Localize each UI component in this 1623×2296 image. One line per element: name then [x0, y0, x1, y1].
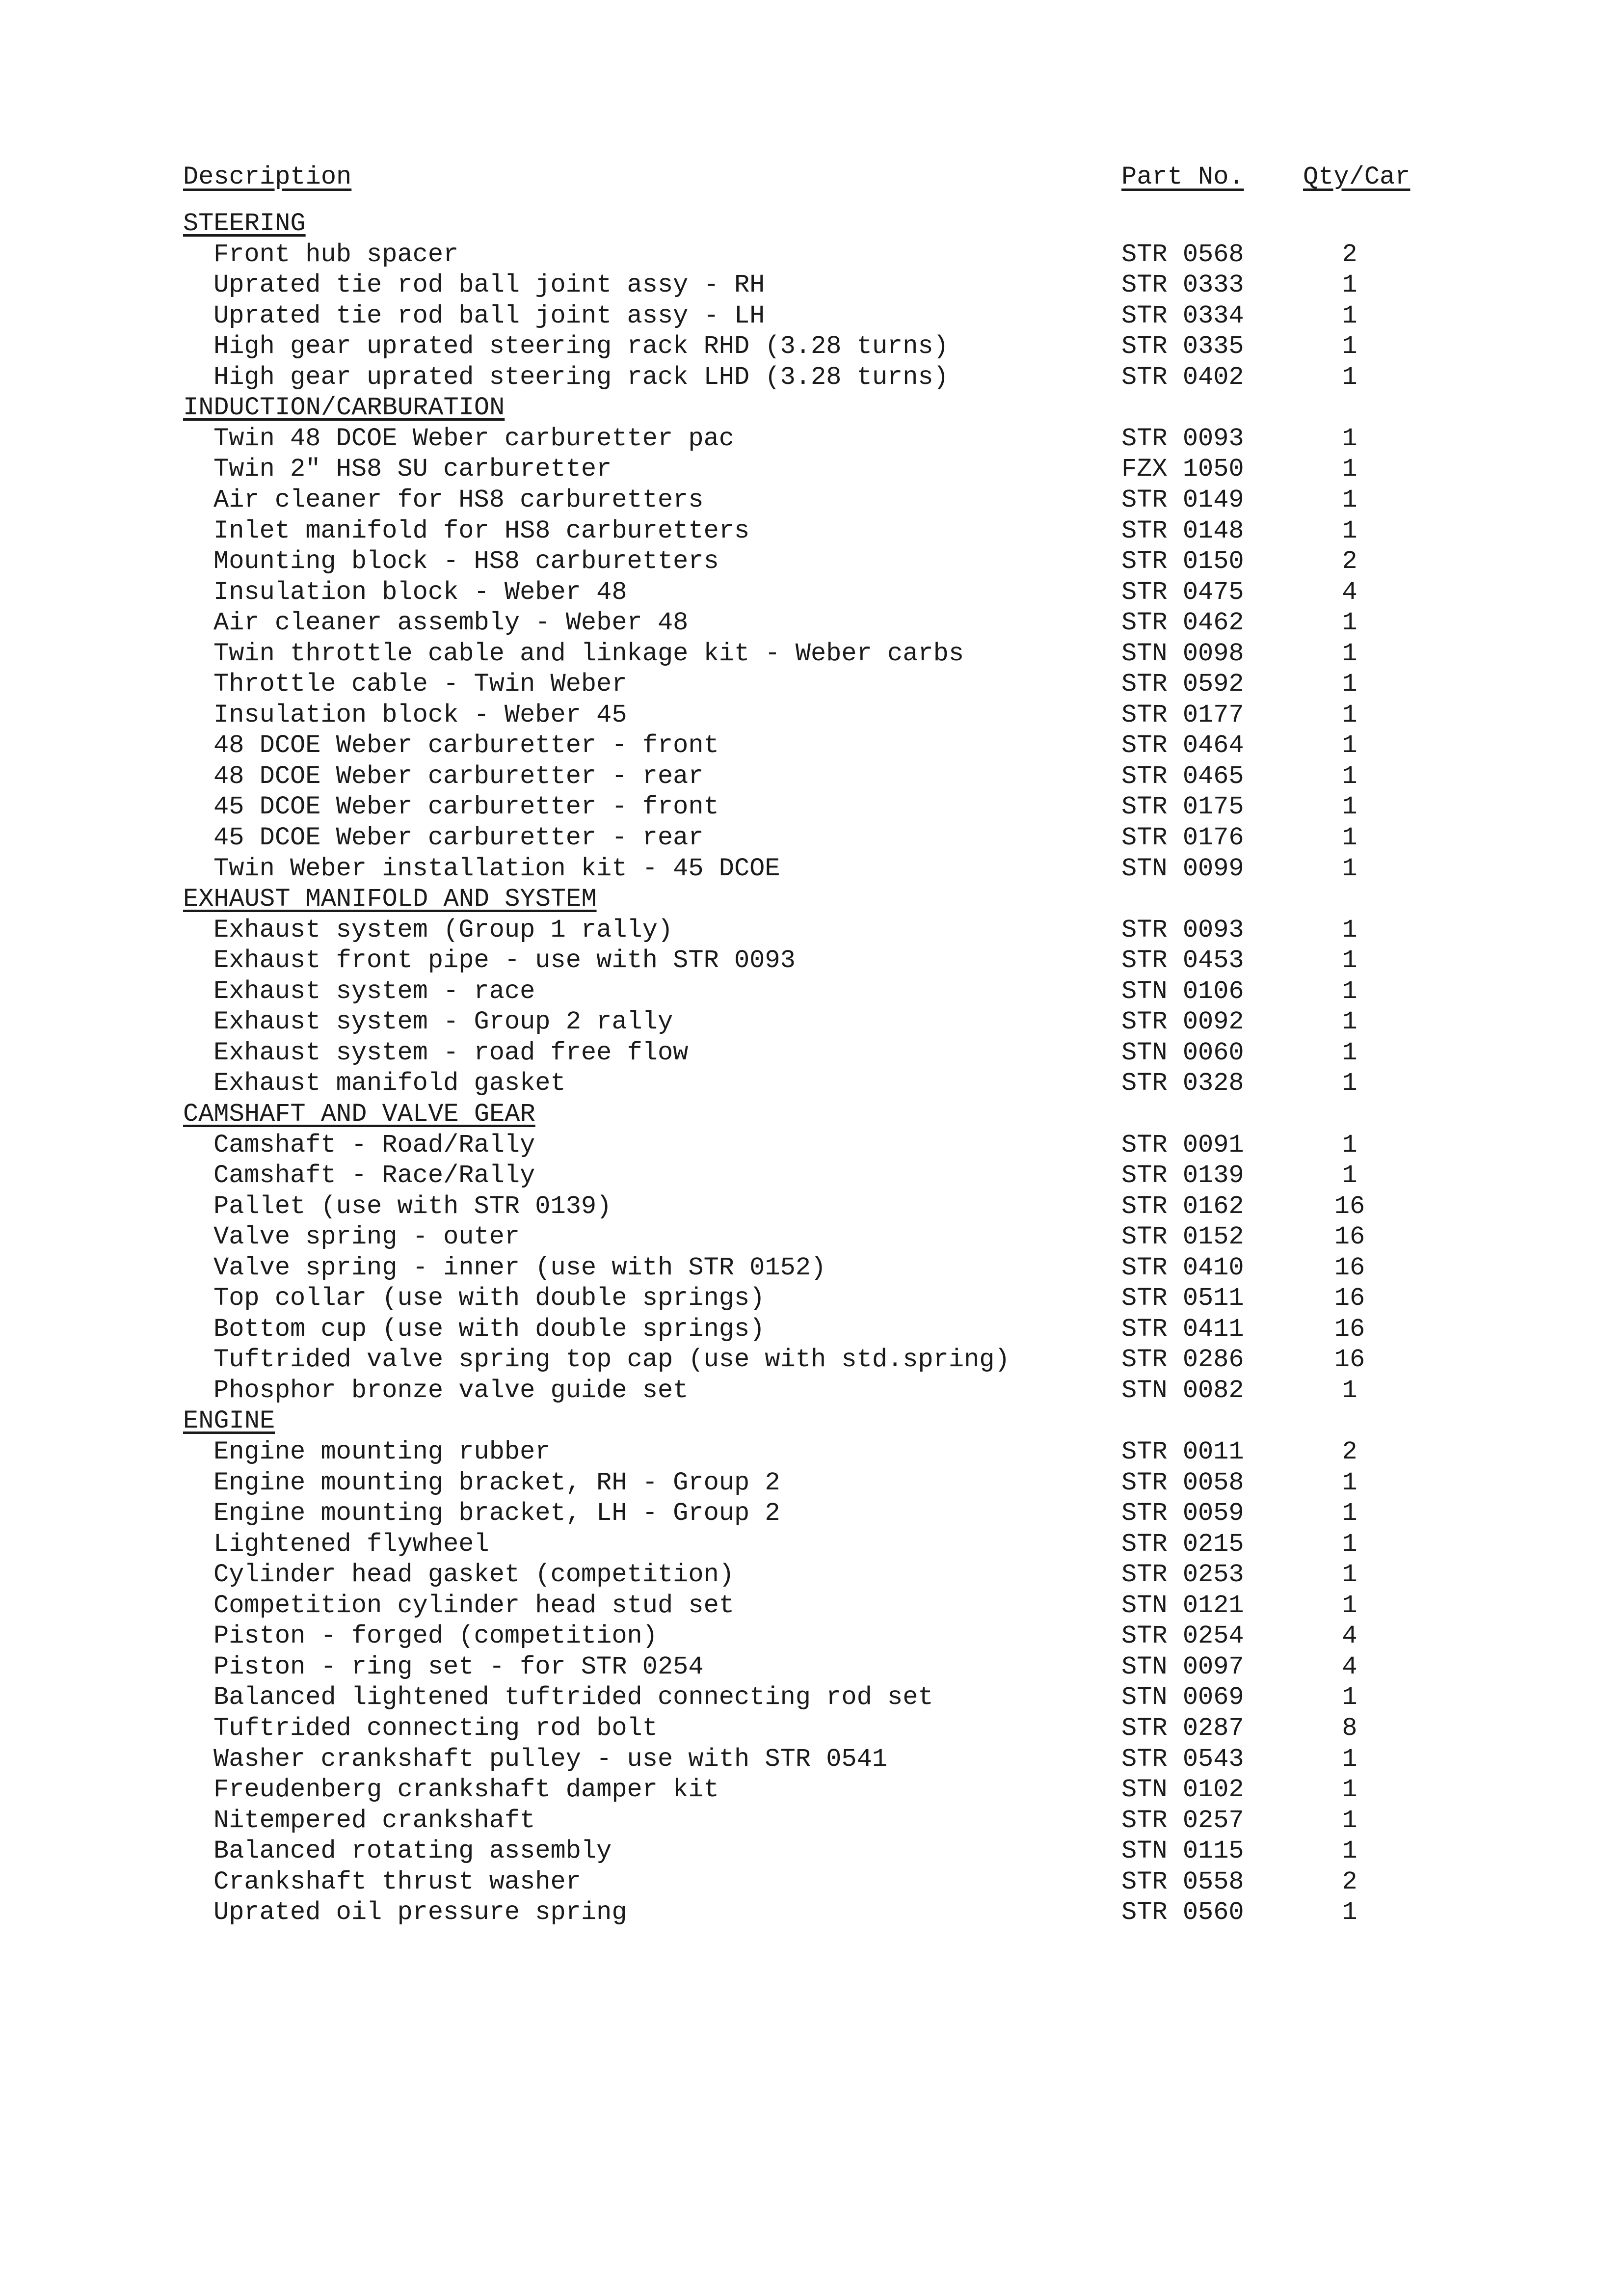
part-row: [0, 424, 1623, 454]
part-number: STR 0139: [1121, 1161, 1244, 1190]
part-description: Exhaust system (Group 1 rally): [213, 915, 673, 945]
column-header-qty-car: Qty/Car: [1303, 162, 1410, 191]
part-qty: 1: [1342, 639, 1357, 668]
part-row: [0, 301, 1623, 331]
part-row: [0, 1806, 1623, 1836]
part-number: STR 0059: [1121, 1499, 1244, 1528]
section-heading: [0, 209, 1623, 239]
part-qty: 1: [1342, 455, 1357, 484]
part-qty: 1: [1342, 362, 1357, 392]
part-description: 45 DCOE Weber carburetter - rear: [213, 823, 704, 852]
part-description: Inlet manifold for HS8 carburetters: [213, 516, 750, 545]
part-qty: 4: [1342, 1652, 1357, 1681]
part-number: STR 0150: [1121, 547, 1244, 576]
part-description: Crankshaft thrust washer: [213, 1867, 581, 1896]
part-row: [0, 945, 1623, 976]
part-row: [0, 454, 1623, 485]
part-description: Front hub spacer: [213, 240, 459, 269]
part-row: [0, 1191, 1623, 1222]
part-number: STR 0511: [1121, 1284, 1244, 1313]
part-description: Balanced lightened tuftrided connecting rod set: [213, 1683, 933, 1712]
part-number: STN 0115: [1121, 1837, 1244, 1866]
part-description: Tuftrided connecting rod bolt: [213, 1713, 658, 1743]
part-row: [0, 1744, 1623, 1775]
part-row: [0, 1560, 1623, 1590]
part-qty: 2: [1342, 1437, 1357, 1466]
part-description: Exhaust system - Group 2 rally: [213, 1007, 673, 1037]
part-qty: 1: [1342, 1775, 1357, 1805]
part-number: STR 0333: [1121, 270, 1244, 300]
part-number: STR 0152: [1121, 1222, 1244, 1252]
part-row: [0, 1314, 1623, 1345]
part-description: High gear uprated steering rack RHD (3.28 turns): [213, 332, 949, 361]
part-description: Cylinder head gasket (competition): [213, 1560, 734, 1590]
part-description: Twin 48 DCOE Weber carburetter pac: [213, 424, 734, 453]
part-number: STR 0093: [1121, 424, 1244, 453]
part-number: STR 0402: [1121, 362, 1244, 392]
part-qty: 1: [1342, 915, 1357, 945]
part-qty: 8: [1342, 1713, 1357, 1743]
part-row: [0, 1775, 1623, 1805]
part-number: STR 0177: [1121, 700, 1244, 729]
part-qty: 1: [1342, 1468, 1357, 1497]
part-number: STR 0334: [1121, 301, 1244, 330]
column-header-row: [0, 162, 1623, 192]
part-description: 45 DCOE Weber carburetter - front: [213, 792, 719, 822]
part-row: [0, 1867, 1623, 1897]
part-qty: 1: [1342, 301, 1357, 330]
part-number: STR 0091: [1121, 1130, 1244, 1160]
part-row: [0, 1038, 1623, 1068]
part-number: STR 0560: [1121, 1898, 1244, 1927]
part-qty: 1: [1342, 1161, 1357, 1190]
part-description: Uprated tie rod ball joint assy - LH: [213, 301, 765, 330]
part-number: STR 0410: [1121, 1253, 1244, 1282]
part-row: [0, 577, 1623, 608]
part-row: [0, 761, 1623, 792]
part-row: [0, 1897, 1623, 1928]
part-qty: 1: [1342, 424, 1357, 453]
part-qty: 1: [1342, 700, 1357, 729]
part-qty: 1: [1342, 608, 1357, 638]
section-title: CAMSHAFT AND VALVE GEAR: [183, 1099, 535, 1129]
part-number: STR 0148: [1121, 516, 1244, 545]
part-description: Camshaft - Race/Rally: [213, 1161, 535, 1190]
part-qty: 1: [1342, 976, 1357, 1006]
part-row: [0, 1130, 1623, 1161]
part-description: Freudenberg crankshaft damper kit: [213, 1775, 719, 1805]
part-description: Mounting block - HS8 carburetters: [213, 547, 719, 576]
part-row: [0, 854, 1623, 884]
part-row: [0, 1468, 1623, 1498]
part-qty: 1: [1342, 1529, 1357, 1559]
section-title: EXHAUST MANIFOLD AND SYSTEM: [183, 885, 597, 914]
part-number: STN 0106: [1121, 976, 1244, 1006]
part-description: Exhaust front pipe - use with STR 0093: [213, 946, 796, 975]
part-description: Insulation block - Weber 45: [213, 700, 627, 729]
section-heading: [0, 1406, 1623, 1436]
part-qty: 4: [1342, 577, 1357, 607]
part-row: [0, 792, 1623, 822]
part-description: Exhaust system - race: [213, 976, 535, 1006]
part-row: [0, 516, 1623, 546]
column-header-description: Description: [183, 162, 352, 191]
part-number: STR 0475: [1121, 577, 1244, 607]
part-number: STR 0162: [1121, 1191, 1244, 1221]
part-description: 48 DCOE Weber carburetter - rear: [213, 761, 704, 791]
part-number: STR 0592: [1121, 670, 1244, 699]
section-heading: [0, 884, 1623, 915]
part-qty: 1: [1342, 1376, 1357, 1405]
part-qty: 1: [1342, 792, 1357, 822]
part-qty: 1: [1342, 485, 1357, 514]
part-qty: 1: [1342, 1591, 1357, 1620]
part-qty: 1: [1342, 1806, 1357, 1835]
part-row: [0, 1621, 1623, 1651]
part-description: Lightened flywheel: [213, 1529, 489, 1559]
part-qty: 2: [1342, 547, 1357, 576]
part-number: STR 0058: [1121, 1468, 1244, 1497]
part-qty: 1: [1342, 516, 1357, 545]
part-row: [0, 1682, 1623, 1713]
part-row: [0, 1283, 1623, 1314]
part-qty: 1: [1342, 1499, 1357, 1528]
part-qty: 1: [1342, 731, 1357, 760]
part-row: [0, 639, 1623, 669]
part-row: [0, 915, 1623, 945]
part-qty: 4: [1342, 1621, 1357, 1651]
section-heading: [0, 393, 1623, 423]
part-description: Balanced rotating assembly: [213, 1837, 612, 1866]
part-number: STR 0215: [1121, 1529, 1244, 1559]
part-row: [0, 1836, 1623, 1866]
part-number: STR 0149: [1121, 485, 1244, 514]
part-row: [0, 1253, 1623, 1283]
part-description: Valve spring - outer: [213, 1222, 520, 1252]
part-description: Engine mounting rubber: [213, 1437, 551, 1466]
part-qty: 1: [1342, 670, 1357, 699]
part-row: [0, 1713, 1623, 1744]
part-number: STN 0121: [1121, 1591, 1244, 1620]
part-description: Nitempered crankshaft: [213, 1806, 535, 1835]
part-number: STN 0060: [1121, 1038, 1244, 1067]
part-number: STR 0328: [1121, 1069, 1244, 1098]
part-description: Engine mounting bracket, LH - Group 2: [213, 1499, 780, 1528]
part-number: STN 0098: [1121, 639, 1244, 668]
part-qty: 16: [1334, 1284, 1365, 1313]
part-row: [0, 700, 1623, 730]
part-description: Exhaust system - road free flow: [213, 1038, 689, 1067]
part-description: Piston - ring set - for STR 0254: [213, 1652, 704, 1681]
part-row: [0, 823, 1623, 853]
part-row: [0, 1529, 1623, 1560]
part-description: Valve spring - inner (use with STR 0152): [213, 1253, 826, 1282]
part-number: STR 0176: [1121, 823, 1244, 852]
part-qty: 1: [1342, 946, 1357, 975]
part-number: STN 0097: [1121, 1652, 1244, 1681]
part-qty: 1: [1342, 1683, 1357, 1712]
part-qty: 16: [1334, 1345, 1365, 1375]
part-qty: 1: [1342, 1069, 1357, 1098]
part-qty: 1: [1342, 332, 1357, 361]
part-row: [0, 1591, 1623, 1621]
part-description: Tuftrided valve spring top cap (use with std.spring): [213, 1345, 1010, 1375]
part-qty: 1: [1342, 1038, 1357, 1067]
part-qty: 1: [1342, 1560, 1357, 1590]
part-row: [0, 1161, 1623, 1191]
part-qty: 1: [1342, 270, 1357, 300]
part-row: [0, 485, 1623, 515]
part-row: [0, 362, 1623, 393]
part-row: [0, 270, 1623, 300]
part-description: Twin throttle cable and linkage kit - Weber carbs: [213, 639, 964, 668]
part-qty: 16: [1334, 1222, 1365, 1252]
part-qty: 1: [1342, 1837, 1357, 1866]
part-description: Uprated tie rod ball joint assy - RH: [213, 270, 765, 300]
part-number: STN 0102: [1121, 1775, 1244, 1805]
column-header-part-no: Part No.: [1121, 162, 1244, 191]
part-row: [0, 669, 1623, 700]
part-description: Uprated oil pressure spring: [213, 1898, 627, 1927]
part-qty: 2: [1342, 240, 1357, 269]
part-description: Air cleaner for HS8 carburetters: [213, 485, 704, 514]
part-number: STR 0093: [1121, 915, 1244, 945]
part-row: [0, 331, 1623, 362]
part-description: Top collar (use with double springs): [213, 1284, 765, 1313]
part-row: [0, 240, 1623, 270]
part-description: 48 DCOE Weber carburetter - front: [213, 731, 719, 760]
part-number: STR 0287: [1121, 1713, 1244, 1743]
part-description: Pallet (use with STR 0139): [213, 1191, 612, 1221]
part-number: STR 0254: [1121, 1621, 1244, 1651]
part-qty: 1: [1342, 1898, 1357, 1927]
part-number: STR 0464: [1121, 731, 1244, 760]
section-heading: [0, 1099, 1623, 1130]
part-number: STR 0175: [1121, 792, 1244, 822]
part-description: Bottom cup (use with double springs): [213, 1314, 765, 1344]
section-title: INDUCTION/CARBURATION: [183, 393, 505, 423]
part-qty: 2: [1342, 1867, 1357, 1896]
part-number: FZX 1050: [1121, 455, 1244, 484]
part-description: Air cleaner assembly - Weber 48: [213, 608, 689, 638]
part-description: Throttle cable - Twin Weber: [213, 670, 627, 699]
part-row: [0, 1068, 1623, 1099]
part-qty: 16: [1334, 1314, 1365, 1344]
part-description: Twin 2" HS8 SU carburetter: [213, 455, 612, 484]
part-qty: 1: [1342, 1130, 1357, 1160]
part-number: STR 0257: [1121, 1806, 1244, 1835]
part-row: [0, 1437, 1623, 1467]
part-row: [0, 1345, 1623, 1375]
part-qty: 16: [1334, 1191, 1365, 1221]
section-title: STEERING: [183, 209, 306, 238]
section-title: ENGINE: [183, 1406, 275, 1436]
part-description: Twin Weber installation kit - 45 DCOE: [213, 854, 780, 883]
part-description: Exhaust manifold gasket: [213, 1069, 566, 1098]
part-qty: 1: [1342, 761, 1357, 791]
part-row: [0, 546, 1623, 577]
part-number: STR 0453: [1121, 946, 1244, 975]
part-number: STR 0092: [1121, 1007, 1244, 1037]
part-description: High gear uprated steering rack LHD (3.28 turns): [213, 362, 949, 392]
part-description: Competition cylinder head stud set: [213, 1591, 734, 1620]
part-number: STR 0558: [1121, 1867, 1244, 1896]
part-row: [0, 730, 1623, 761]
part-row: [0, 1498, 1623, 1529]
part-qty: 16: [1334, 1253, 1365, 1282]
part-description: Washer crankshaft pulley - use with STR 0541: [213, 1744, 888, 1774]
part-number: STN 0082: [1121, 1376, 1244, 1405]
part-row: [0, 1376, 1623, 1406]
part-description: Piston - forged (competition): [213, 1621, 658, 1651]
part-number: STN 0099: [1121, 854, 1244, 883]
part-number: STR 0465: [1121, 761, 1244, 791]
part-description: Insulation block - Weber 48: [213, 577, 627, 607]
part-number: STR 0568: [1121, 240, 1244, 269]
part-row: [0, 1007, 1623, 1037]
part-description: Camshaft - Road/Rally: [213, 1130, 535, 1160]
part-number: STR 0011: [1121, 1437, 1244, 1466]
part-qty: 1: [1342, 823, 1357, 852]
part-qty: 1: [1342, 1007, 1357, 1037]
part-number: STN 0069: [1121, 1683, 1244, 1712]
part-number: STR 0543: [1121, 1744, 1244, 1774]
part-qty: 1: [1342, 854, 1357, 883]
part-description: Phosphor bronze valve guide set: [213, 1376, 689, 1405]
part-number: STR 0286: [1121, 1345, 1244, 1375]
part-row: [0, 976, 1623, 1007]
part-number: STR 0335: [1121, 332, 1244, 361]
part-number: STR 0411: [1121, 1314, 1244, 1344]
part-row: [0, 1222, 1623, 1252]
part-row: [0, 608, 1623, 638]
part-number: STR 0253: [1121, 1560, 1244, 1590]
part-qty: 1: [1342, 1744, 1357, 1774]
part-description: Engine mounting bracket, RH - Group 2: [213, 1468, 780, 1497]
part-number: STR 0462: [1121, 608, 1244, 638]
part-row: [0, 1652, 1623, 1682]
